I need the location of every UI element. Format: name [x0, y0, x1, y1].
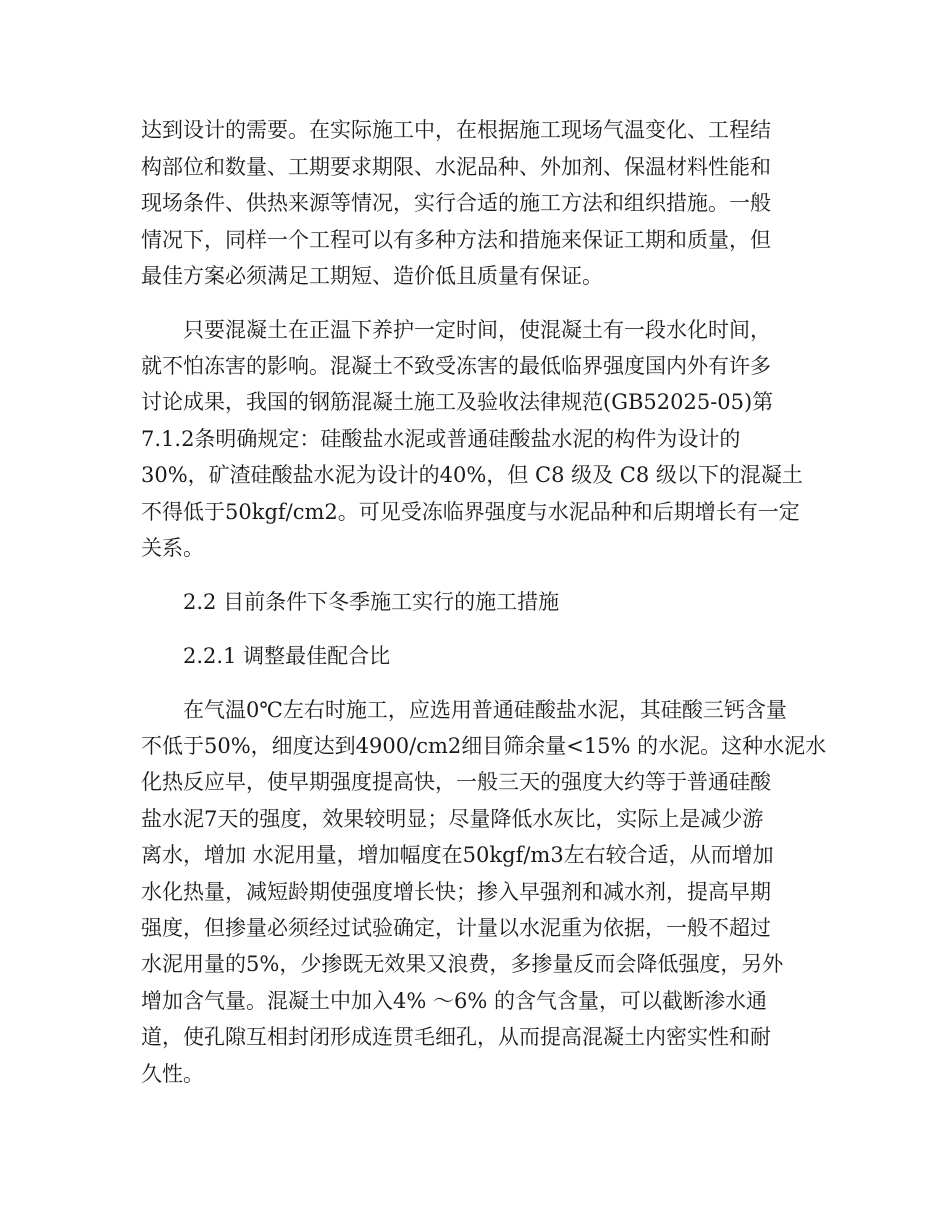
- text-line: 最佳方案必须满足工期短、造价低且质量有保证。: [141, 264, 603, 288]
- text-line: 30%，矿渣硅酸盐水泥为设计的40%，但 C8 级及 C8 级以下的混凝土: [141, 463, 803, 487]
- text-line: 7.1.2条明确规定：硅酸盐水泥或普通硅酸盐水泥的构件为设计的: [141, 427, 741, 451]
- text-line: 关系。: [141, 536, 204, 560]
- text-line: 不得低于50kgf/cm2。可见受冻临界强度与水泥品种和后期增长有一定: [141, 500, 800, 524]
- text-line: 盐水泥7天的强度，效果较明显；尽量降低水灰比，实际上是减少游: [141, 807, 764, 831]
- text-line: 构部位和数量、工期要求期限、水泥品种、外加剂、保温材料性能和: [141, 155, 771, 179]
- text-line: 情况下，同样一个工程可以有多种方法和措施来保证工期和质量，但: [141, 228, 771, 252]
- text-line: 就不怕冻害的影响。混凝土不致受冻害的最低临界强度国内外有许多: [141, 354, 771, 378]
- text-line: 现场条件、供热来源等情况，实行合适的施工方法和组织措施。一般: [141, 191, 771, 215]
- text-line: 达到设计的需要。在实际施工中，在根据施工现场气温变化、工程结: [141, 118, 771, 142]
- section-heading: 2.2 目前条件下冬季施工实行的施工措施: [183, 590, 560, 614]
- text-line: 讨论成果，我国的钢筋混凝土施工及验收法律规范(GB52025-05)第: [141, 390, 774, 414]
- text-line: 水化热量，减短龄期使强度增长快；掺入早强剂和减水剂，提高早期: [141, 880, 771, 904]
- text-line: 化热反应早，使早期强度提高快，一般三天的强度大约等于普通硅酸: [141, 770, 771, 794]
- text-line: 道，使孔隙互相封闭形成连贯毛细孔，从而提高混凝土内密实性和耐: [141, 1025, 771, 1049]
- text-line: 久性。: [141, 1062, 204, 1086]
- subsection-heading: 2.2.1 调整最佳配合比: [183, 644, 391, 668]
- text-line: 在气温0℃左右时施工，应选用普通硅酸盐水泥，其硅酸三钙含量: [183, 698, 787, 722]
- text-line: 离水，增加 水泥用量，增加幅度在50kgf/m3左右较合适，从而增加: [141, 843, 774, 867]
- text-line: 增加含气量。混凝土中加入4% ～6% 的含气含量，可以截断渗水通: [141, 989, 767, 1013]
- text-line: 水泥用量的5%，少掺既无效果又浪费，多掺量反而会降低强度，另外: [141, 952, 784, 976]
- text-line: 只要混凝土在正温下养护一定时间，使混凝土有一段水化时间，: [183, 318, 771, 342]
- text-line: 强度，但掺量必须经过试验确定，计量以水泥重为依据，一般不超过: [141, 916, 771, 940]
- text-line: 不低于50%，细度达到4900/cm2细目筛余量<15% 的水泥。这种水泥水: [141, 734, 827, 758]
